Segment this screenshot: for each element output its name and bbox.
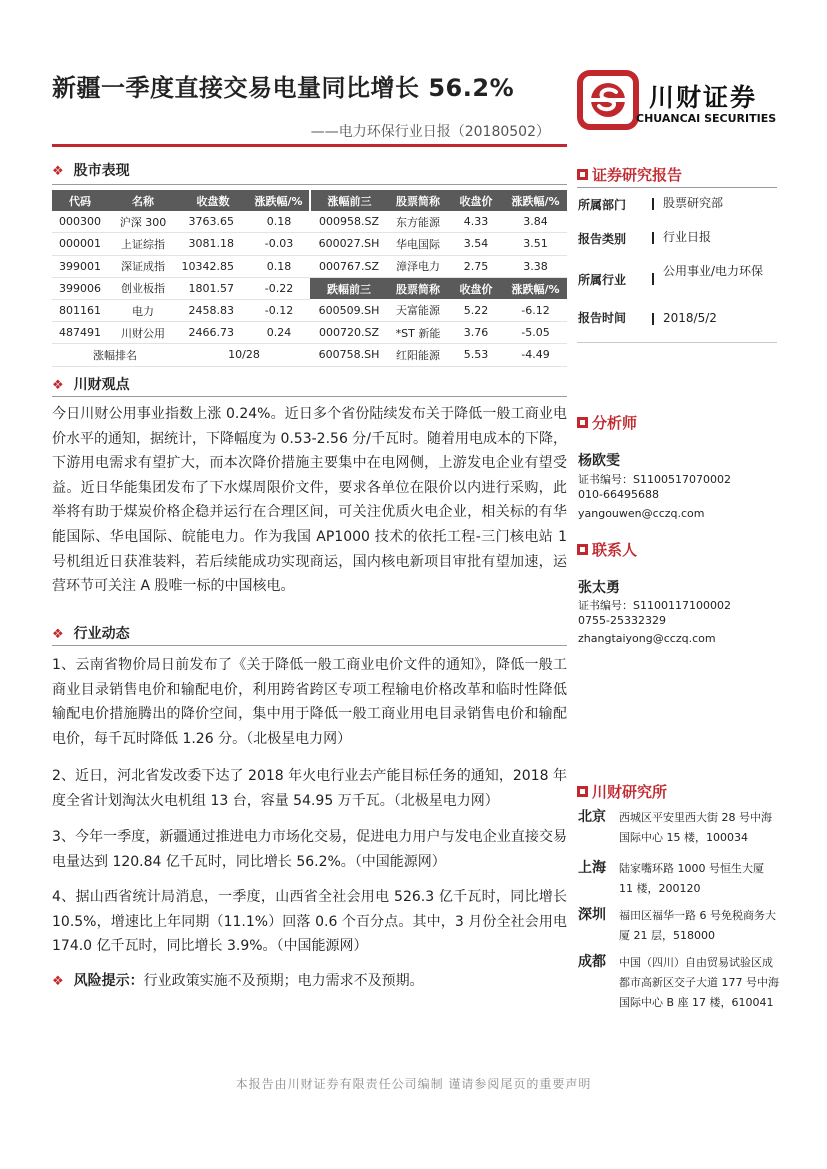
office-address: 西城区平安里西大街 28 号中海国际中心 15 楼，100034: [619, 811, 772, 844]
logo-mark-icon: [577, 70, 639, 130]
report-heading: 证券研究报告: [577, 164, 682, 185]
diamond-bullet-icon: ❖: [52, 378, 64, 393]
info-value-dept: 股票研究部: [663, 196, 724, 210]
report-rule: [577, 187, 777, 188]
cell: 华电国际: [388, 233, 448, 255]
col-header: 名称: [108, 190, 178, 211]
cell: 000300: [52, 211, 108, 233]
news-item: 1、云南省物价局日前发布了《关于降低一般工商业电价文件的通知》，降低一般工商业目录销售电价和输配电价，利用跨省跨区专项工程输电价格改革和临时性降低输配电价措施腾出的降价空间，集中用于降低一般工商业用电目录销售电价和输配电价，每千瓦时降低 1.26 分。（北极星电力网）: [52, 657, 567, 747]
contact-name: 张太勇: [578, 580, 620, 596]
page-title: 新疆一季度直接交易电量同比增长 56.2%: [52, 74, 515, 102]
logo-text-cn: 川财证券: [649, 83, 758, 112]
cell: 5.53: [448, 344, 504, 366]
cell: -0.22: [248, 277, 310, 299]
contact-email[interactable]: zhangtaiyong@cczq.com: [578, 632, 716, 645]
cell: -0.12: [248, 299, 310, 321]
company-logo: [577, 68, 777, 132]
risk-note: [52, 970, 424, 990]
info-key-industry: 所属行业: [578, 273, 627, 287]
cell: 3.54: [448, 233, 504, 255]
info-key-dept: 所属部门: [578, 198, 627, 212]
col-header: 涨跌幅/%: [504, 277, 567, 299]
contact-heading: 联系人: [577, 539, 637, 560]
cell: 2466.73: [178, 322, 248, 344]
cell: 0.24: [248, 322, 310, 344]
col-header: 涨跌幅/%: [504, 190, 567, 211]
cell: 399006: [52, 277, 108, 299]
cell: 0.18: [248, 255, 310, 277]
page-subtitle: ——电力环保行业日报（20180502）: [310, 124, 550, 140]
diamond-bullet-icon: ❖: [52, 974, 64, 989]
col-header: 涨幅前三: [310, 190, 388, 211]
analyst-cert: 证书编号：S1100517070002: [578, 473, 731, 486]
cell: 3763.65: [178, 211, 248, 233]
info-key-type: 报告类别: [578, 232, 627, 246]
cell: -5.05: [504, 322, 567, 344]
table-row: [52, 322, 567, 344]
office-address: 福田区福华一路 6 号免税商务大厦 21 层，518000: [619, 909, 776, 942]
contact-cert: 证书编号：S1100117100002: [578, 599, 731, 612]
institute-heading: 川财研究所: [577, 781, 667, 802]
cell: 2458.83: [178, 299, 248, 321]
cell: 3.51: [504, 233, 567, 255]
cell: 000767.SZ: [310, 255, 388, 277]
office-address: 中国（四川）自由贸易试验区成都市高新区交子大道 177 号中海国际中心 B 座 17 楼，610041: [619, 956, 779, 1009]
view-paragraph: 今日川财公用事业指数上涨 0.24%。近日多个省份陆续发布关于降低一般工商业电价水平的通知，据统计，下降幅度为 0.53-2.56 分/千瓦时。随着用电成本的下降，下游用电需求有望扩大，而本次降价措施主要集中在电网侧，上游发电企业有望受益。近日华能集团发布了下水煤周限价文件，要求各单位在限价以内进行采购，此举将有助于煤炭价格企稳并运行在合理区间，可关注优质火电企业，相关标的有华能国际、华电国际、皖能电力。作为我国 AP1000 技术的依托工程-三门核电站 1 号机组近日获准装料，若后续能成功实现商运，国内核电新项目审批有望加速，运营环节可关注 A 股唯一标的中国核电。: [52, 406, 568, 595]
logo-text-en: CHUANCAI SECURITIES: [636, 112, 777, 125]
office-city: 深圳: [578, 907, 606, 923]
cell: 东方能源: [388, 211, 448, 233]
cell: *ST 新能: [388, 322, 448, 344]
square-bullet-icon: [577, 544, 588, 555]
cell: 深证成指: [108, 255, 178, 277]
cell: -6.12: [504, 299, 567, 321]
news-item: 4、据山西省统计局消息，一季度，山西省全社会用电 526.3 亿千瓦时，同比增长 10.5%，增速比上年同期（11.1%）回落 0.6 个百分点。其中，3 月份全社会用电 174.0 亿千瓦时，同比增长 3.9%。（中国能源网）: [52, 889, 567, 955]
diamond-bullet-icon: ❖: [52, 164, 64, 179]
cell: 000001: [52, 233, 108, 255]
cell: -4.49: [504, 344, 567, 366]
cell: 801161: [52, 299, 108, 321]
cell: 000958.SZ: [310, 211, 388, 233]
info-separator: [652, 198, 654, 210]
cell: -0.03: [248, 233, 310, 255]
market-rule: [52, 184, 567, 185]
cell: 487491: [52, 322, 108, 344]
col-header: 涨跌幅/%: [248, 190, 310, 211]
cell: 3081.18: [178, 233, 248, 255]
cell: 600758.SH: [310, 344, 388, 366]
risk-text: 行业政策实施不及预期；电力需求不及预期。: [143, 973, 424, 989]
news-item: 2、近日，河北省发改委下达了 2018 年火电行业去产能目标任务的通知，2018 年度全省计划淘汰火电机组 13 台，容量 54.95 万千瓦。（北极星电力网）: [52, 768, 567, 809]
analyst-phone: 010-66495688: [578, 488, 659, 501]
cell: 沪深 300: [108, 211, 178, 233]
table-row: [52, 277, 567, 299]
cell: 399001: [52, 255, 108, 277]
market-heading: ❖ 股市表现: [52, 163, 130, 179]
report-bottom-rule: [577, 342, 777, 343]
info-separator: [652, 273, 654, 285]
info-separator: [652, 313, 654, 325]
cell: 600027.SH: [310, 233, 388, 255]
square-bullet-icon: [577, 417, 588, 428]
col-header: 股票简称: [388, 277, 448, 299]
info-value-type: 行业日报: [663, 230, 712, 244]
cell: 5.22: [448, 299, 504, 321]
rank-value: 10/28: [178, 344, 310, 366]
col-header: 收盘数: [178, 190, 248, 211]
cell: 天富能源: [388, 299, 448, 321]
diamond-bullet-icon: ❖: [52, 627, 64, 642]
col-header: 跌幅前三: [310, 277, 388, 299]
news-heading: ❖ 行业动态: [52, 626, 130, 642]
office-address: 陆家嘴环路 1000 号恒生大厦 11 楼，200120: [619, 862, 764, 895]
table-row: [52, 344, 567, 366]
col-header: 收盘价: [448, 277, 504, 299]
cell: 4.33: [448, 211, 504, 233]
cell: 创业板指: [108, 277, 178, 299]
office-city: 成都: [578, 954, 606, 970]
news-item: 3、今年一季度，新疆通过推进电力市场化交易，促进电力用户与发电企业直接交易电量达到 120.84 亿千瓦时，同比增长 56.2%。（中国能源网）: [52, 829, 567, 870]
table-row: [52, 299, 567, 321]
cell: 3.76: [448, 322, 504, 344]
analyst-name: 杨欧雯: [578, 453, 620, 469]
cell: 000720.SZ: [310, 322, 388, 344]
cell: 上证综指: [108, 233, 178, 255]
office-city: 北京: [578, 809, 606, 825]
view-rule: [52, 396, 567, 397]
col-header: 股票简称: [388, 190, 448, 211]
news-rule: [52, 645, 567, 646]
cell: 3.84: [504, 211, 567, 233]
cell: 漳泽电力: [388, 255, 448, 277]
risk-label: 风险提示：: [73, 973, 144, 989]
cell: 2.75: [448, 255, 504, 277]
cell: 川财公用: [108, 322, 178, 344]
col-header: 收盘价: [448, 190, 504, 211]
col-header: 代码: [52, 190, 108, 211]
page-footer: 本报告由川财证券有限责任公司编制 谨请参阅尾页的重要声明: [235, 1077, 592, 1091]
rank-label: 涨幅排名: [52, 344, 178, 366]
analyst-heading: 分析师: [577, 412, 637, 433]
view-heading: ❖ 川财观点: [52, 377, 130, 393]
table-row: [52, 233, 567, 255]
cell: 600509.SH: [310, 299, 388, 321]
cell: 10342.85: [178, 255, 248, 277]
info-value-date: 2018/5/2: [663, 311, 717, 325]
square-bullet-icon: [577, 786, 588, 797]
market-table: [52, 190, 567, 367]
table-row: [52, 211, 567, 233]
info-key-date: 报告时间: [578, 311, 627, 325]
table-header-row: [52, 190, 567, 211]
cell: 红阳能源: [388, 344, 448, 366]
cell: 0.18: [248, 211, 310, 233]
contact-phone: 0755-25332329: [578, 614, 666, 627]
office-city: 上海: [578, 860, 606, 876]
info-separator: [652, 232, 654, 244]
square-bullet-icon: [577, 169, 588, 180]
title-divider: [52, 144, 567, 147]
cell: 1801.57: [178, 277, 248, 299]
cell: 电力: [108, 299, 178, 321]
cell: 3.38: [504, 255, 567, 277]
analyst-email[interactable]: yangouwen@cczq.com: [578, 507, 705, 520]
info-value-industry: 公用事业/电力环保: [663, 264, 764, 278]
table-row: [52, 255, 567, 277]
